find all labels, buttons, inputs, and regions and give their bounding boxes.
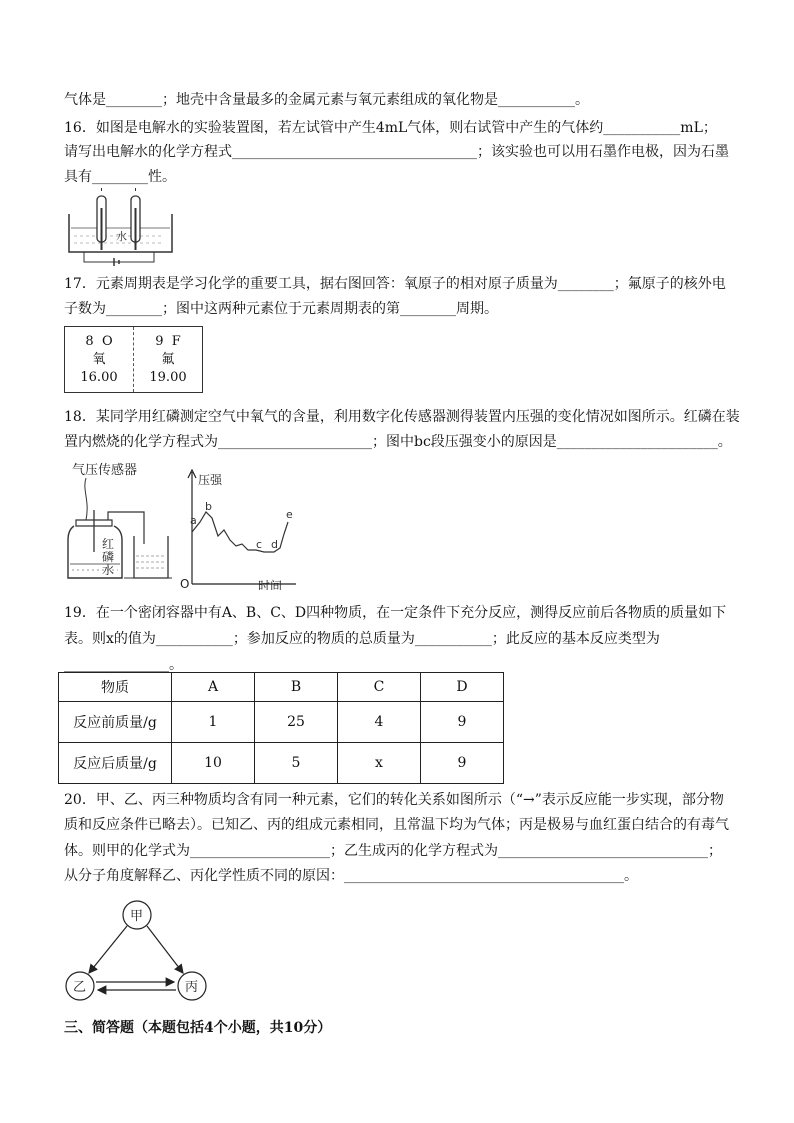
table-cell: 1: [172, 702, 255, 743]
point-b-label: b: [205, 500, 212, 513]
point-d-label: d: [271, 538, 278, 551]
element-symbol: F: [171, 333, 181, 349]
electrolysis-apparatus-figure: [64, 188, 180, 268]
arrow-jia-to-bing: [147, 926, 183, 973]
question-20-line-3: 体。则甲的化学式为____________________；乙生成丙的化学方程式为______________________________；: [64, 843, 722, 859]
question-19-line-1: 19．在一个密闭容器中有A、B、C、D四种物质，在一定条件下充分反应，测得反应前后各物质的质量如下: [64, 605, 727, 621]
transformation-diagram: [64, 898, 214, 1002]
water-label: 水: [116, 230, 127, 243]
row-label: 反应前质量/g: [59, 702, 172, 743]
table-cell: 5: [255, 743, 338, 784]
question-16-line-1: 16．如图是电解水的实验装置图，若左试管中产生4mL气体，则右试管中产生的气体约___________mL；: [64, 120, 717, 136]
phosphorus-label-2: 磷: [102, 550, 115, 564]
question-20-line-2: 质和反应条件已略去）。已知乙、丙的组成元素相同，且常温下均为气体；丙是极易与血红蛋白结合的有毒气: [64, 817, 729, 833]
element-cell-oxygen: [65, 327, 133, 392]
table-cell: 10: [172, 743, 255, 784]
section-3-heading: 三、简答题（本题包括4个小题，共10分）: [64, 1020, 332, 1036]
element-name: 氟: [161, 351, 175, 367]
atomic-mass: 19.00: [149, 369, 187, 385]
point-c-label: c: [256, 538, 263, 551]
question-20-line-1: 20．甲、乙、丙三种物质均含有同一种元素，它们的转化关系如图所示（“→”表示反应能一步实现，部分物: [64, 792, 724, 808]
sensor-label: 气压传感器: [72, 463, 138, 478]
atomic-mass: 16.00: [80, 369, 118, 385]
y-axis-label: 压强: [198, 473, 223, 487]
node-bing-label: 丙: [185, 980, 199, 995]
element-symbol: O: [101, 333, 113, 349]
question-16-line-3: 具有________性。: [64, 169, 176, 185]
table-header-row: [59, 673, 504, 702]
point-a-label: a: [190, 514, 197, 527]
table-header-cell: 物质: [59, 673, 172, 702]
x-axis-label: 时间: [258, 579, 283, 590]
mass-table: [58, 672, 504, 784]
origin-label: O: [180, 577, 190, 590]
periodic-table-excerpt: [64, 326, 203, 393]
question-16-line-2: 请写出电解水的化学方程式___________________________________；该实验也可以用石墨作电极，因为石墨: [64, 144, 729, 160]
table-row: [59, 743, 504, 784]
text-line-gas-oxide: 气体是________；地壳中含量最多的金属元素与氧元素组成的氧化物是___________。: [64, 92, 589, 108]
atomic-number: 9: [155, 333, 164, 349]
question-20-line-4: 从分子角度解释乙、丙化学性质不同的原因：________________________________________。: [64, 868, 638, 884]
question-19-line-2: 表。则x的值为___________；参加反应的物质的总质量为___________；此反应的基本反应类型为: [64, 631, 660, 647]
arrow-jia-to-yi: [89, 926, 127, 973]
atomic-number: 8: [85, 333, 94, 349]
question-17-line-1: 17．元素周期表是学习化学的重要工具，据右图回答：氧原子的相对原子质量为________；氟原子的核外电: [64, 276, 726, 292]
table-cell: 4: [338, 702, 421, 743]
table-cell: 25: [255, 702, 338, 743]
node-yi-label: 乙: [73, 980, 87, 995]
table-header-cell: A: [172, 673, 255, 702]
question-17-line-2: 子数为________；图中这两种元素位于元素周期表的第________周期。: [64, 301, 498, 317]
table-header-cell: D: [421, 673, 504, 702]
table-row: [59, 702, 504, 743]
phosphorus-label-1: 红: [102, 537, 115, 551]
table-cell: 9: [421, 743, 504, 784]
point-e-label: e: [286, 508, 293, 521]
element-cell-fluorine: [133, 327, 202, 392]
table-header-cell: B: [255, 673, 338, 702]
pressure-experiment-figure: [64, 460, 304, 590]
table-cell: 9: [421, 702, 504, 743]
question-19-line-3: _______________。: [64, 657, 183, 673]
node-jia-label: 甲: [130, 909, 144, 924]
row-label: 反应后质量/g: [59, 743, 172, 784]
table-header-cell: C: [338, 673, 421, 702]
table-cell: x: [338, 743, 421, 784]
question-18-line-1: 18．某同学用红磷测定空气中氧气的含量，利用数字化传感器测得装置内压强的变化情况如图所示。红磷在装: [64, 409, 740, 425]
element-name: 氧: [92, 351, 106, 367]
question-18-line-2: 置内燃烧的化学方程式为______________________；图中bc段压强变小的原因是_______________________。: [64, 434, 732, 450]
water-label: 水: [102, 563, 115, 577]
